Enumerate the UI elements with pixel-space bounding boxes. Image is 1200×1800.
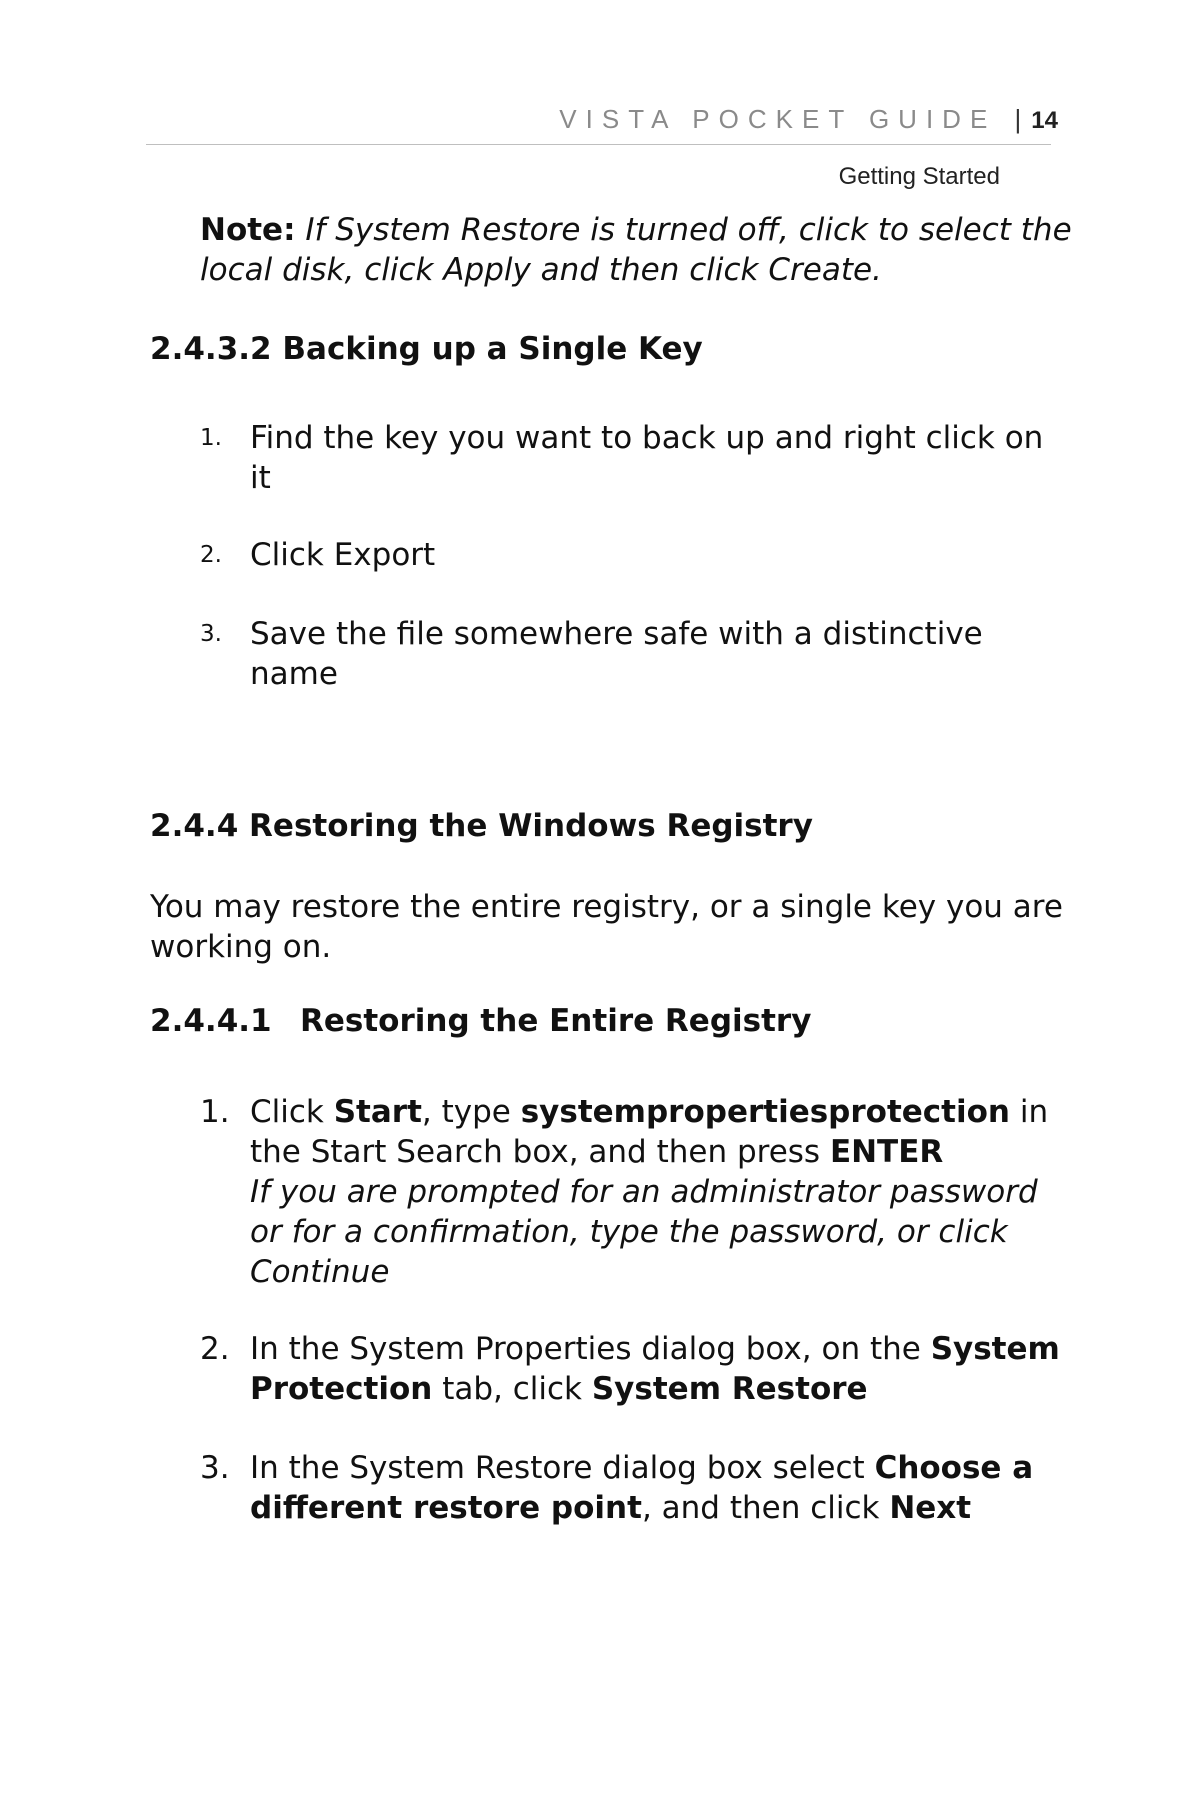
book-title: VISTA POCKET GUIDE: [559, 104, 997, 134]
text-run: In the System Properties dialog box, on the: [250, 1331, 931, 1367]
list-item-text: [250, 1329, 1060, 1409]
list-marker: 3.: [200, 621, 222, 647]
header-separator: |: [1014, 104, 1022, 134]
list-marker: 3.: [200, 1450, 230, 1486]
note-text: If System Restore is turned off, click to select the local disk, click Apply and then click Create.: [200, 212, 1072, 288]
text-run: , type: [421, 1094, 521, 1130]
book-title-header: [559, 104, 1058, 135]
bold-choose-restore-point: Choose a different restore point: [250, 1450, 1034, 1526]
list-item: [200, 1448, 1060, 1528]
list-marker: 2.: [200, 1331, 230, 1367]
text-run: tab, click: [432, 1371, 592, 1407]
text-run: Click: [250, 1094, 334, 1130]
list-marker: 1.: [200, 1094, 230, 1130]
list-item: [200, 418, 1060, 498]
heading-backing-up-single-key: 2.4.3.2 Backing up a Single Key: [150, 331, 703, 367]
text-run: in the Start Search box, and then press: [250, 1094, 1049, 1170]
list-item-text: Click Export: [250, 537, 436, 573]
list-item-text: Save the file somewhere safe with a distinctive name: [250, 616, 983, 692]
list-item-text: [250, 1092, 1060, 1292]
page-number: 14: [1031, 107, 1058, 134]
text-run: , and then click: [641, 1490, 890, 1526]
list-item: [200, 535, 1060, 575]
bold-system-restore: System Restore: [591, 1371, 868, 1407]
note-block: [200, 210, 1080, 290]
running-head: Getting Started: [838, 163, 1000, 190]
bold-enter: ENTER: [829, 1134, 944, 1170]
list-item-text: Find the key you want to back up and right click on it: [250, 420, 1044, 496]
list-item: [200, 614, 1060, 694]
note-label: Note:: [200, 212, 296, 248]
heading-restoring-windows-registry: 2.4.4 Restoring the Windows Registry: [150, 808, 813, 844]
header-divider: [146, 144, 1051, 145]
list-item: [200, 1092, 1060, 1292]
heading-text: Restoring the Entire Registry: [300, 1003, 812, 1039]
bold-system-protection: System Protection: [250, 1331, 1060, 1407]
list-marker: 2.: [200, 542, 222, 568]
list-item-text: [250, 1448, 1060, 1528]
italic-hint: If you are prompted for an administrator password or for a confirmation, type the password, or click Continue: [250, 1174, 1038, 1290]
bold-command: systempropertiesprotection: [520, 1094, 1010, 1130]
list-item: [200, 1329, 1060, 1409]
bold-next: Next: [889, 1490, 972, 1526]
bold-start: Start: [333, 1094, 422, 1130]
text-run: In the System Restore dialog box select: [250, 1450, 875, 1486]
heading-restoring-entire-registry: [150, 1003, 811, 1039]
list-marker: 1.: [200, 425, 222, 451]
restoring-intro-paragraph: You may restore the entire registry, or a single key you are working on.: [150, 889, 1063, 965]
heading-number: 2.4.4.1: [150, 1003, 272, 1039]
